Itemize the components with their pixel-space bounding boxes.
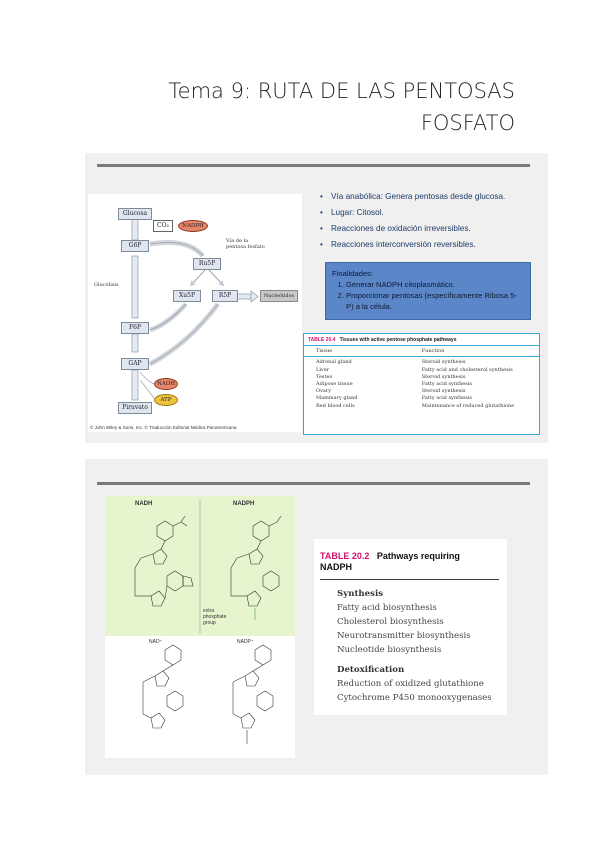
table-cell: Steroid synthesis [421,388,466,395]
nucleotidos-box: Nucleótidos [260,290,298,302]
list-item: Cholesterol biosynthesis [337,617,444,627]
table-rule [320,579,499,580]
pathway-bullets [318,189,505,253]
bullet-item: • Lugar: Citosol. [318,205,505,221]
column-header: Function [410,346,539,357]
list-item: Cytochrome P450 monooxygenases [337,693,492,703]
via-label-line2: pentosa fosfato [226,244,265,250]
table-cell: Mammary gland [316,395,358,402]
finalidades-item: 1. Generar NADPH citoplasmático. [346,279,524,290]
nadh-nadph-structures [105,496,295,758]
table-cell: Liver [316,366,330,373]
r5p-box: R5P [212,290,238,302]
table-number: TABLE 20.2 [320,551,370,561]
slide-nadph [85,459,548,775]
table-cell: Steroid synthesis [421,373,466,380]
table-cell: Fatty acid synthesis [421,380,472,387]
table-cell: Testes [316,373,333,380]
slide-divider [97,164,530,167]
list-item: Nucleotide biosynthesis [337,645,442,655]
table-cell: Fatty acid synthesis [421,395,472,402]
via-label-line1: Vía de la [226,238,249,244]
glucolisis-label: Glucólisis [94,282,119,288]
extra-phosphate-label-1: extra [203,608,215,614]
table-cell: Steroid synthesis [421,359,466,366]
synthesis-heading: Synthesis [337,589,384,599]
table-caption: Pathways requiring [376,551,460,561]
finalidades-box [325,262,531,320]
ru5p-box: Ru5P [193,258,221,270]
finalidades-item: 2. Proporcionar pentosas (específicamente Ribosa 5-P) a la célula. [346,290,524,312]
finalidades-list [332,279,524,312]
extra-phosphate-label-3: group [203,620,216,626]
nadph-oval: NADPH [178,220,208,232]
table-row [304,381,539,388]
bullet-item: • Reacciones de oxidación irreversibles. [318,221,505,237]
table-row [304,367,539,374]
table-cell: Fatty acid and cholesterol synthesis [421,366,513,373]
atp-oval: ATP [154,394,178,406]
tissues-table [304,345,539,410]
table-cell: Ovary [316,388,332,395]
nadh-label: NADH [135,501,153,507]
page-title-line1: Tema 9: RUTA DE LAS PENTOSAS [168,79,515,103]
extra-phosphate-label-2: phosphate [203,614,227,620]
pentose-pathway-diagram [88,194,302,432]
page-title-line2: FOSFATO [420,111,515,135]
table-20-4-caption [304,334,539,345]
table-row [304,388,539,395]
bullet-item: • Vía anabólica: Genera pentosas desde glucosa. [318,189,505,205]
nadh-oval: NADH [154,378,178,390]
table-cell: Red blood cells [316,402,355,409]
bullet-item: • Reacciones interconversión reversibles. [318,237,505,253]
xu5p-box: Xu5P [173,290,201,302]
table-20-4 [303,333,540,435]
table-caption-line2: NADPH [320,562,353,572]
table-number: TABLE 20.4 [308,337,336,343]
gap-box: GAP [121,358,149,370]
list-item: Fatty acid biosynthesis [337,603,437,613]
g6p-box: G6P [121,240,149,252]
table-caption: Tissues with active pentose phosphate pathways [339,337,457,343]
table-20-2-heading [320,551,460,573]
nadp-plus-label: NADP⁺ [237,639,254,645]
co2-box: CO₂ [153,220,173,232]
slide-pentose-overview [85,153,548,443]
table-20-2 [314,539,507,715]
column-header: Tissue [304,346,410,357]
list-item: Neurotransmitter biosynthesis [337,631,471,641]
table-row [304,357,539,367]
slide-divider [97,482,530,485]
table-cell: Adipose tissue [316,380,353,387]
glucosa-box: Glucosa [118,208,152,220]
list-item: Reduction of oxidized glutathione [337,679,484,689]
nadph-label: NADPH [233,501,255,507]
diagram-credit: © John Wiley & Sons, Inc. © Traducción Editorial Médica Panamericana [90,425,237,430]
table-cell: Adrenal gland [316,359,352,366]
table-cell: Maintenance of reduced glutathione [421,402,515,409]
detoxification-heading: Detoxification [337,665,405,675]
piruvato-box: Piruvato [118,402,152,414]
table-row [304,403,539,410]
nad-plus-label: NAD⁺ [149,639,163,645]
table-20-2-body [337,587,492,705]
f6p-box: F6P [121,322,149,334]
table-row [304,395,539,402]
finalidades-heading: Finalidades: [332,269,373,278]
molecule-drawings [105,496,295,758]
table-row [304,374,539,381]
